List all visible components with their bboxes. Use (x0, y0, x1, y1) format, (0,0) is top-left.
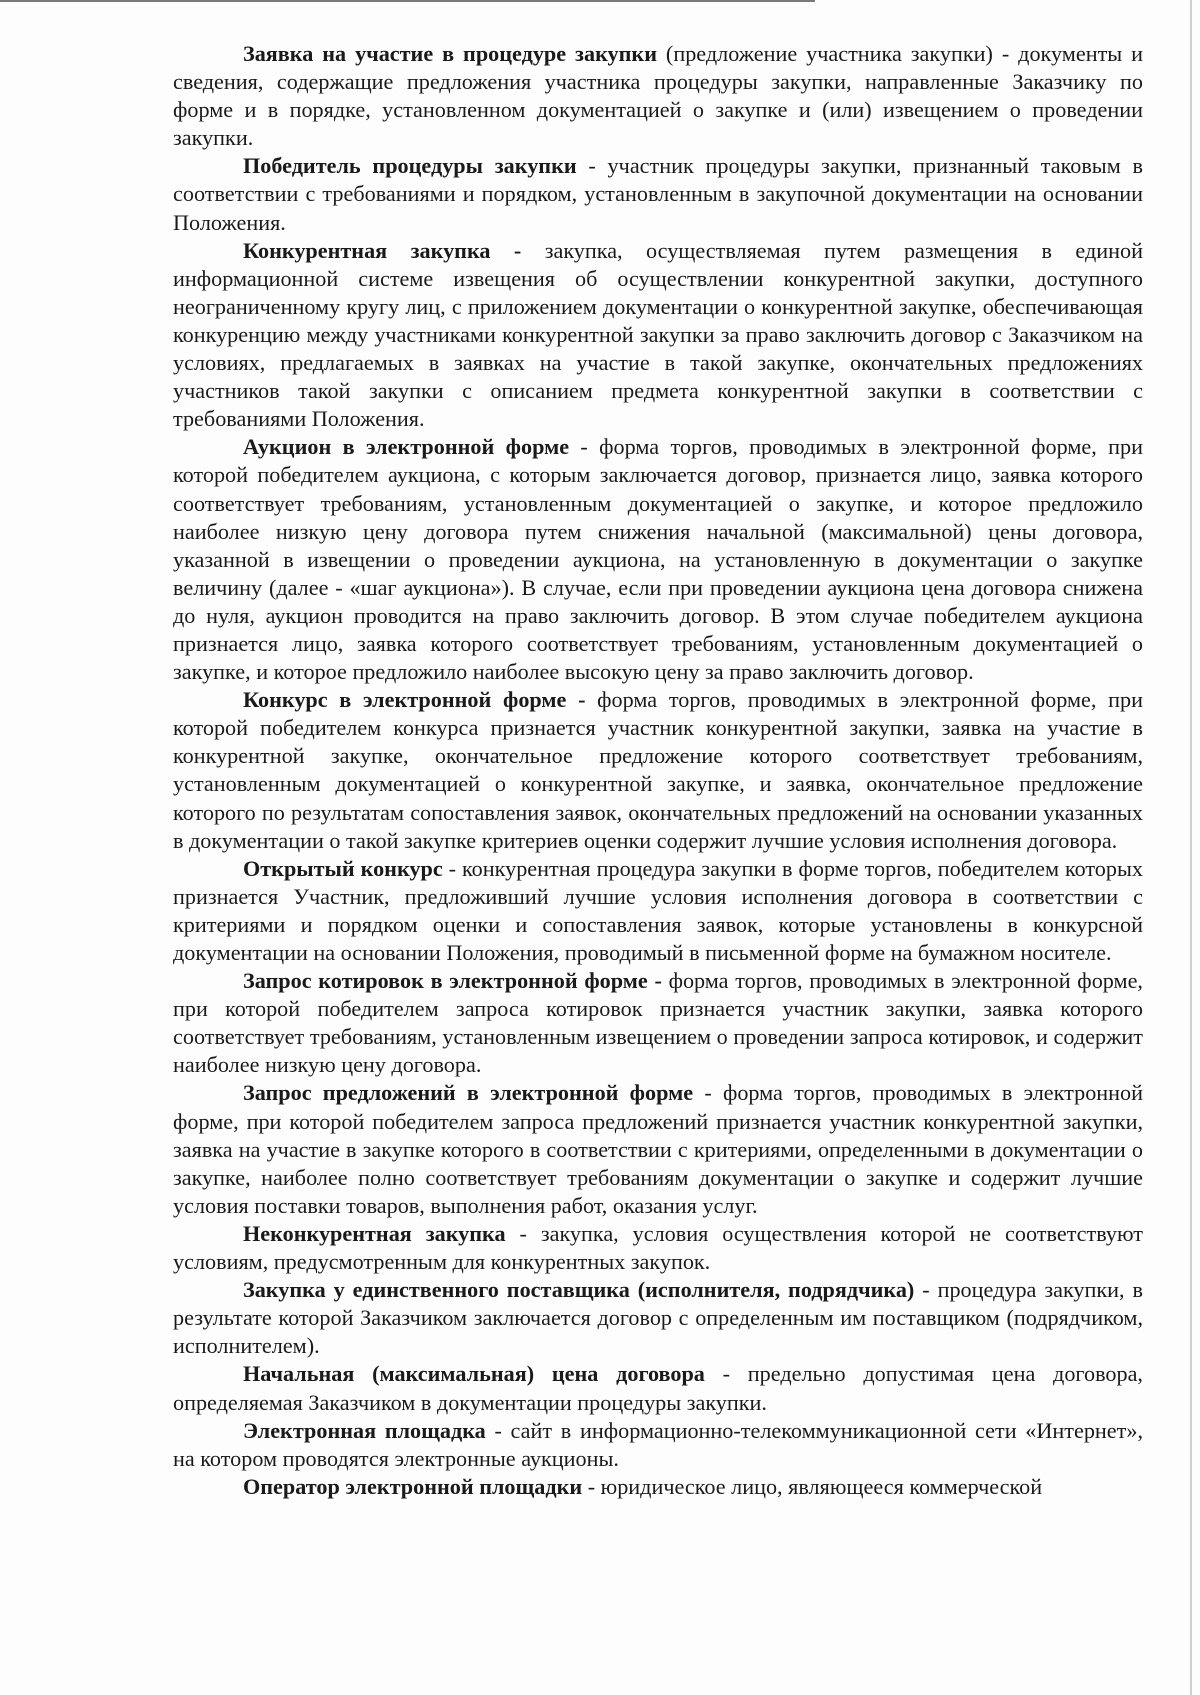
definition-paragraph (173, 1276, 1143, 1360)
definition-term: Победитель процедуры закупки (243, 153, 577, 179)
definition-paragraph (173, 855, 1143, 967)
definition-text: (предложение участника закупки) - документы и сведения, содержащие предложения участника процедуры закупки, направленные Заказчику по форме и в порядке, установленном документацией о закупке и (или) извещением о проведении закупки. (173, 41, 1143, 151)
definition-paragraph (173, 152, 1143, 236)
definition-term: Запрос котировок в электронной форме - (243, 968, 662, 994)
definition-text: - форма торгов, проводимых в электронной форме, при которой победителем аукциона, с которым заключается договор, признается лицо, заявка которого соответствует требованиям, установленным документацией о закупке, и которое предложило наиболее низкую цену договора путем снижения начальной (максимальной) цены договора, указанной в извещении о проведении аукциона, на установленную в документации о закупке величину (далее - «шаг аукциона»). В случае, если при проведении аукциона цена договора снижена до нуля, аукцион проводится на право заключить договор. В этом случае победителем аукциона признается лицо, заявка которого соответствует требованиям, установленным документацией о закупке, и которое предложило наиболее высокую цену за право заключить договор. (173, 434, 1143, 685)
definition-text: форма торгов, проводимых в электронной форме, при которой победителем конкурса признается участник конкурентной закупки, заявка на участие в конкурентной закупке, окончательное предложение которого соответствует требованиям, установленным документацией о конкурентной закупке, и заявка, окончательное предложение которого по результатам сопоставления заявок, окончательных предложений на основании указанных в документации о такой закупке критериев оценки содержит лучшие условия исполнения договора. (173, 687, 1143, 853)
definition-term: Закупка у единственного поставщика (исполнителя, подрядчика) (243, 1277, 915, 1303)
definition-paragraph (173, 1417, 1143, 1473)
top-rule (0, 0, 815, 2)
definition-term: Конкурс в электронной форме - (243, 687, 586, 713)
definition-term: Конкурентная закупка - (243, 237, 522, 263)
definition-text: - предельно допустимая цена договора, определяемая Заказчиком в документации процедуры закупки. (173, 1361, 1143, 1415)
definition-term: Неконкурентная закупка (243, 1220, 506, 1246)
definition-paragraph (173, 1220, 1143, 1276)
definition-term: Заявка на участие в процедуре закупки (243, 41, 657, 66)
definition-text: - процедура закупки, в результате которой Заказчиком заключается договор с определенным им поставщиком (подрядчиком, исполнителем). (173, 1277, 1143, 1359)
definition-paragraph (173, 686, 1143, 855)
definition-term: Оператор электронной площадки (243, 1473, 583, 1499)
definition-text: - юридическое лицо, являющееся коммерческой (582, 1473, 1043, 1499)
document-body (173, 40, 1143, 1501)
definition-text: - закупка, условия осуществления которой не соответствуют условиям, предусмотренным для конкурентных закупок. (173, 1220, 1143, 1275)
definition-term: Электронная площадка (243, 1417, 486, 1443)
definition-text: - форма торгов, проводимых в электронной форме, при которой победителем запроса предложений признается участник конкурентной закупки, заявка на участие в закупке которого в соответствии с критериями, определенными в документации о закупке, наиболее полно соответствует требованиям документации о закупке и содержит лучшие условия поставки товаров, выполнения работ, оказания услуг. (173, 1080, 1143, 1218)
definition-paragraph (173, 1079, 1143, 1219)
definition-term: Начальная (максимальная) цена договора (243, 1361, 705, 1387)
definition-paragraph (173, 1360, 1143, 1416)
definition-paragraph (173, 237, 1143, 434)
definition-term: Аукцион в электронной форме (243, 434, 570, 460)
definition-paragraph (173, 1473, 1143, 1501)
definition-term: Запрос предложений в электронной форме (243, 1080, 694, 1106)
definition-text: закупка, осуществляемая путем размещения в единой информационной системе извещения об осуществлении конкурентной закупки, доступного неограниченному кругу лиц, с приложением документации о конкурентной закупке, обеспечивающая конкуренцию между участниками конкурентной закупки за право заключить договор с Заказчиком на условиях, предлагаемых в заявках на участие в такой закупке, окончательных предложениях участников такой закупки с описанием предмета конкурентной закупки в соответствии с требованиями Положения. (173, 237, 1143, 432)
definition-text: - участник процедуры закупки, признанный таковым в соответствии с требованиями и порядком, установленным в закупочной документации на основании Положения. (173, 153, 1143, 235)
definition-text: - сайт в информационно-телекоммуникационной сети «Интернет», на котором проводятся электронные аукционы. (173, 1417, 1143, 1471)
definition-text: форма торгов, проводимых в электронной форме, при которой победителем запроса котировок признается участник закупки, заявка которого соответствует требованиям, установленным извещением о проведении запроса котировок, и содержит наиболее низкую цену договора. (173, 968, 1143, 1078)
definition-paragraph (173, 967, 1143, 1079)
definition-text: - конкурентная процедура закупки в форме торгов, победителем которых признается Участник, предложивший лучшие условия исполнения договора в соответствии с критериями и порядком оценки и сопоставления заявок, которые установлены в конкурсной документации на основании Положения, проводимый в письменной форме на бумажном носителе. (173, 855, 1143, 965)
page-edge (1190, 0, 1192, 1695)
definition-paragraph (173, 40, 1143, 152)
definition-paragraph (173, 433, 1143, 686)
definition-term: Открытый конкурс (243, 855, 443, 881)
